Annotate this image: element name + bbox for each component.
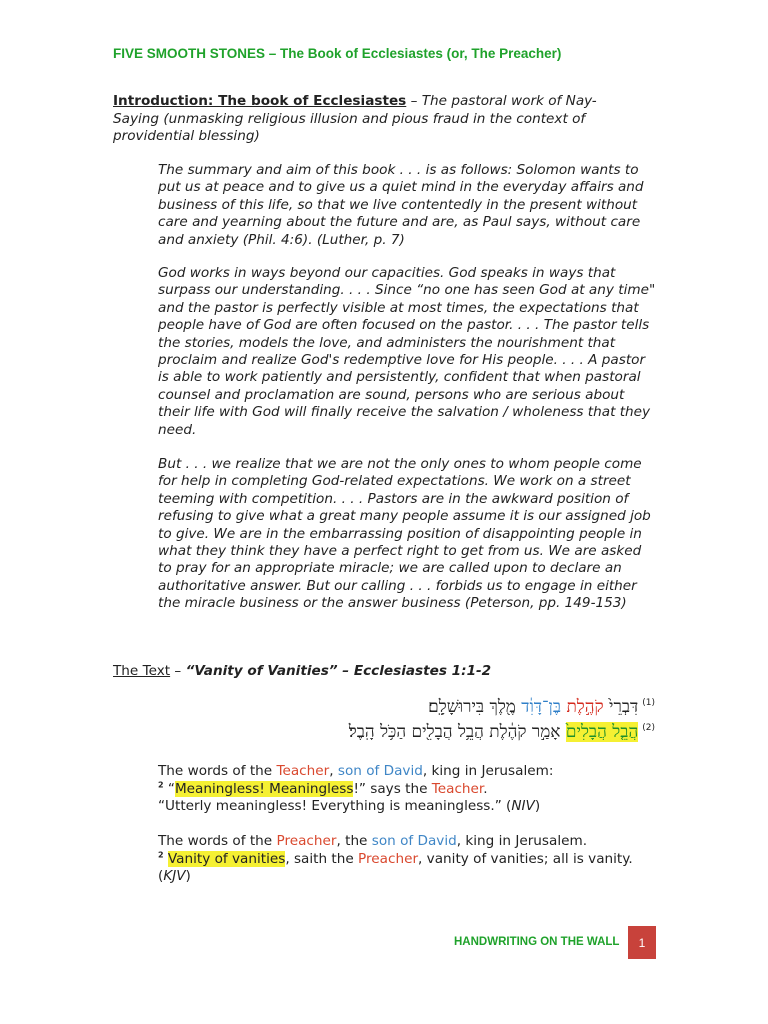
hebrew-text: אָמַ֣ר קֹהֶ֔לֶת הֲבֵ֥ל הֲבָלִ֖ים הַכֹּ֥ל הָֽבֶל׃ — [348, 722, 566, 742]
niv-line-3 — [158, 798, 678, 816]
niv-abbrev: NIV — [511, 798, 535, 815]
footer-title: HANDWRITING ON THE WALL — [454, 936, 620, 948]
hebrew-text: מֶ֖לֶךְ בִּירוּשָׁלִָֽם׃ — [428, 697, 522, 717]
niv-translation — [158, 763, 678, 816]
text-run: The words of the — [158, 763, 277, 779]
vanity-highlight: Vanity of vanities — [167, 850, 286, 867]
text-run: “Utterly meaningless! Everything is meaningless.” ( — [158, 798, 512, 815]
son-of-david: son of David — [337, 763, 423, 779]
verse-number: (2) — [642, 723, 655, 734]
document-header: FIVE SMOOTH STONES – The Book of Ecclesiastes (or, The Preacher) — [113, 46, 562, 61]
son-of-david: son of David — [371, 833, 457, 849]
text-run: , vanity of vanities; all is vanity. — [418, 850, 633, 867]
page-number: 1 — [628, 926, 656, 959]
hebrew-verse-1 — [95, 697, 655, 717]
meaningless-highlight: Meaningless! Meaningless — [174, 780, 354, 797]
preacher-word: Preacher — [276, 833, 337, 849]
text-run: , the — [336, 833, 372, 849]
preacher-word: Preacher — [358, 850, 419, 867]
verse-number: 2 — [158, 850, 164, 860]
verse-number: 2 — [158, 780, 164, 790]
text-title: “Vanity of Vanities” – Ecclesiastes 1:1-2 — [185, 663, 492, 679]
text-run: , — [329, 763, 338, 779]
kjv-line-2 — [158, 851, 678, 869]
text-label: The Text — [113, 663, 171, 679]
text-run: ( — [158, 868, 164, 885]
intro-description: The pastoral work of Nay-Saying (unmasking religious illusion and pious fraud in the context of providential blessing) — [113, 93, 597, 144]
hebrew-verse-2 — [95, 722, 655, 742]
text-run: !” says the — [353, 780, 432, 797]
hebrew-qohelet: קֹהֶ֣לֶת — [566, 697, 604, 717]
kjv-translation — [158, 833, 678, 886]
text-section-heading — [113, 663, 673, 679]
teacher-word: Teacher — [276, 763, 330, 779]
intro-dash: – — [406, 93, 422, 109]
kjv-line-3 — [158, 868, 678, 886]
kjv-line-1 — [158, 833, 678, 851]
niv-line-1 — [158, 763, 678, 781]
text-run: “ — [163, 780, 175, 797]
introduction — [113, 93, 633, 146]
verse-number: (1) — [642, 698, 655, 709]
text-run: The words of the — [158, 833, 277, 849]
intro-title: Introduction: The book of Ecclesiastes — [113, 93, 407, 109]
kjv-abbrev: KJV — [163, 868, 186, 885]
quote-pastor: God works in ways beyond our capacities. God speaks in ways that surpass our understanding. . . . Since “no one has seen God at any time" and the pastor is perfectly visible at most times, the expectations that people have of God are often focused on the pastor. . . . The pastor tells the stories, models the love, and administers the nourishment that proclaim and realize God's redemptive love for His people. . . . A pastor is able to work patiently and persistently, confident that when pastoral counsel and proclamation are sound, persons who are serious about their life with God will finally receive the salvation / wholeness that they need. — [158, 265, 656, 438]
text-run: ) — [534, 798, 541, 815]
text-run: , saith the — [285, 850, 359, 867]
text-dash: – — [170, 663, 186, 679]
text-run: , king in Jerusalem. — [456, 833, 588, 849]
text-run: . — [483, 780, 488, 797]
hebrew-son-of-david: בֶּן־דָּוִ֔ד — [521, 697, 562, 717]
niv-line-2 — [158, 781, 678, 799]
text-run: , king in Jerusalem: — [422, 763, 554, 779]
teacher-word: Teacher — [431, 780, 484, 797]
quote-luther: The summary and aim of this book . . . is as follows: Solomon wants to put us at peace and to give us a quiet mind in the everyday affairs and business of this life, so that we live contentedly in the present without care and yearning about the future and are, as Paul says, without care and anxiety (Phil. 4:6). (Luther, p. 7) — [158, 162, 644, 248]
text-run: ) — [185, 868, 191, 885]
hebrew-text: דִּבְרֵי֙ — [603, 697, 639, 717]
hebrew-vanity-of-vanities: הֲבֵ֤ל הֲבָלִים֙ — [565, 722, 639, 742]
quote-peterson: But . . . we realize that we are not the only ones to whom people come for help in completing God-related expectations. We work on a street teeming with competition. . . . Pastors are in the awkward position of refusing to give what a great many people assume it is our assigned job to give. We are in the embarrassing position of disappointing people in what they think they have a perfect right to get from us. We are asked to pray for an appropriate miracle; we are called upon to declare an authoritative answer. But our calling . . . forbids us to engage in either the miracle business or the answer business (Peterson, pp. 149-153) — [158, 456, 651, 612]
